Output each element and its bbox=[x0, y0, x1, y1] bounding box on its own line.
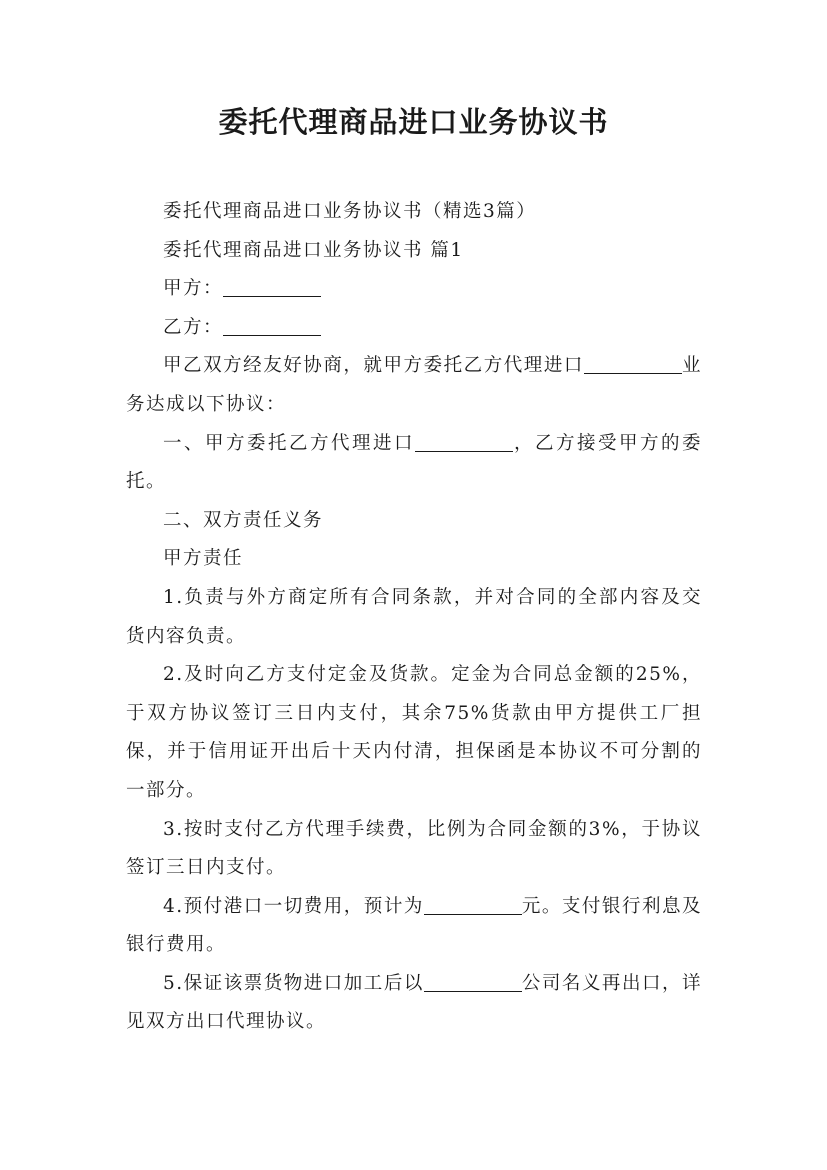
party-b-blank bbox=[223, 316, 321, 336]
clause-1-text-after: ，乙方接受甲方的委托。 bbox=[126, 432, 702, 493]
item-5-text-before: 5.保证该票货物进口加工后以 bbox=[163, 972, 424, 994]
item-4-paragraph bbox=[126, 888, 702, 965]
party-a-paragraph bbox=[126, 270, 702, 309]
party-b-label: 乙方： bbox=[163, 316, 224, 338]
subtitle-paragraph: 委托代理商品进口业务协议书（精选3篇） bbox=[163, 201, 537, 222]
party-a-blank bbox=[223, 278, 321, 298]
clause-1-paragraph bbox=[126, 425, 702, 502]
item-5-text-after: 公司名义再出口，详见双方出口代理协议。 bbox=[126, 972, 702, 1033]
intro-text-before: 甲乙双方经友好协商，就甲方委托乙方代理进口 bbox=[163, 355, 584, 377]
item-5-paragraph bbox=[126, 965, 702, 1042]
party-b-paragraph bbox=[126, 309, 702, 348]
item-4-text-before: 4.预付港口一切费用，预计为 bbox=[163, 895, 424, 917]
party-a-label: 甲方： bbox=[163, 278, 224, 300]
part-label-paragraph: 委托代理商品进口业务协议书 篇1 bbox=[163, 239, 464, 261]
intro-paragraph bbox=[126, 347, 702, 424]
item-1-paragraph: 1.负责与外方商定所有合同条款，并对合同的全部内容及交货内容负责。 bbox=[126, 586, 702, 647]
clause-1-blank bbox=[415, 432, 513, 452]
document-title: 委托代理商品进口业务协议书 bbox=[218, 105, 609, 139]
clause-1-text-before: 一、甲方委托乙方代理进口 bbox=[163, 432, 415, 454]
item-2-paragraph: 2.及时向乙方支付定金及货款。定金为合同总金额的25%，于双方协议签订三日内支付，其余75%货款由甲方提供工厂担保，并于信用证开出后十天内付清，担保函是本协议不可分割的一部分。 bbox=[126, 664, 702, 801]
intro-blank bbox=[584, 355, 682, 375]
document-body bbox=[126, 193, 702, 1042]
intro-text-after: 业务达成以下协议： bbox=[126, 355, 702, 415]
item-4-blank bbox=[424, 895, 522, 915]
clause-2-heading: 二、双方责任义务 bbox=[163, 509, 324, 531]
item-4-text-after: 元。支付银行利息及银行费用。 bbox=[126, 895, 702, 956]
item-3-paragraph: 3.按时支付乙方代理手续费，比例为合同金额的3%，于协议签订三日内支付。 bbox=[126, 818, 702, 879]
party-a-duty-heading: 甲方责任 bbox=[163, 548, 244, 570]
item-5-blank bbox=[424, 972, 522, 992]
